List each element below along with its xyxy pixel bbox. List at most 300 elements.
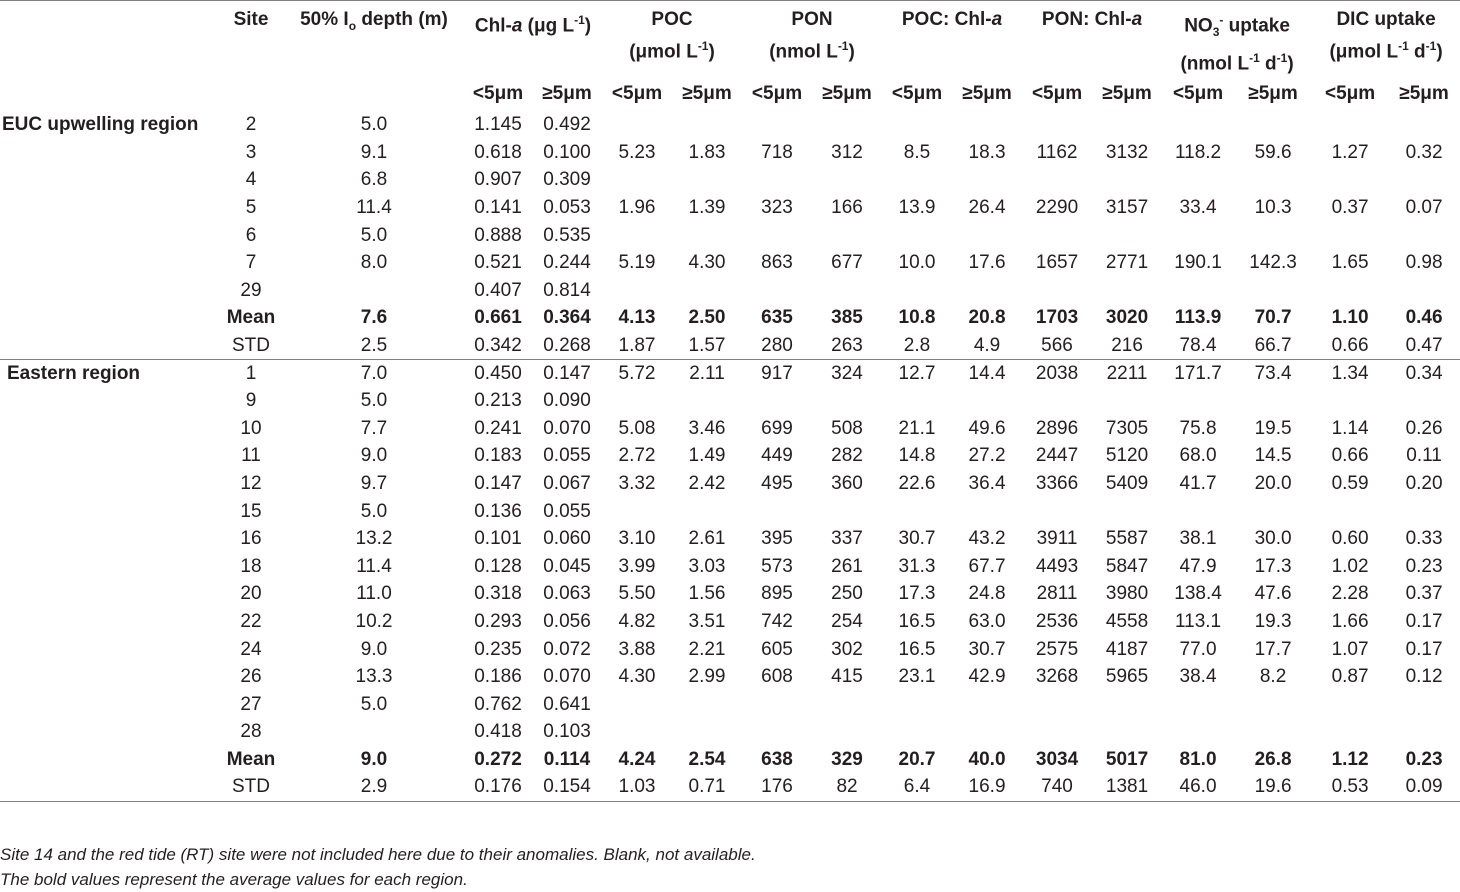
table-cell [672,719,742,747]
table-cell [602,719,672,747]
table-cell: 699 [761,417,793,439]
region-label-blank [0,194,218,222]
table-cell [812,498,882,526]
table-cell [1312,691,1388,719]
table-cell: 3132 [1105,141,1149,163]
table-cell: 1657 [1035,252,1079,274]
table-cell [882,111,952,139]
table-cell [1092,277,1162,305]
table-cell: 67.7 [968,555,1006,577]
header-poc-chla: POC: Chl-a [882,1,1022,78]
table-cell: 449 [761,445,793,467]
table-cell [1162,691,1234,719]
table-cell: 7305 [1105,417,1149,439]
table-cell [952,222,1022,250]
header-blank [0,1,218,78]
table-cell: 280 [742,332,812,360]
table-cell: 0.32 [1405,141,1443,163]
table-cell [742,387,812,415]
header-poc-large: ≥5μm [682,83,732,105]
table-cell: 5409 [1105,472,1149,494]
table-cell: 14.4 [968,362,1006,384]
table-cell: 0.98 [1405,252,1443,274]
table-cell: 0.641 [543,693,591,715]
table-cell: 30.7 [898,528,936,550]
table-cell: 4493 [1035,555,1079,577]
table-cell: 75.8 [1179,417,1217,439]
region-label-blank [0,470,218,498]
header-site: Site [218,1,284,78]
table-cell [1312,222,1388,250]
table-cell: 0.66 [1331,445,1369,467]
table-cell [952,277,1022,305]
table-cell: 0.09 [1388,774,1460,802]
table-cell: 0.47 [1388,332,1460,360]
table-cell [882,222,952,250]
table-cell: 3.32 [618,472,656,494]
table-cell: 0.888 [474,224,522,246]
table-cell: 0.070 [543,417,591,439]
table-cell: 24.8 [968,583,1006,605]
table-cell: 3.88 [618,638,656,660]
header-dic-large: ≥5μm [1399,83,1449,105]
table-cell: 18 [240,555,262,577]
table-cell: 302 [831,638,863,660]
table-cell: 5847 [1105,555,1149,577]
region-label-blank [0,305,218,333]
table-cell: 4 [245,169,257,191]
table-cell: 0.272 [474,748,522,770]
table-footnotes [0,842,756,892]
table-cell: 0.12 [1405,666,1443,688]
table-cell: 0.762 [474,693,522,715]
table-cell [1312,387,1388,415]
table-cell: 2290 [1035,197,1079,219]
table-cell [1022,222,1092,250]
table-cell: 113.1 [1174,610,1222,632]
table-cell: 42.9 [968,666,1006,688]
table-cell: 5.0 [360,693,388,715]
table-cell [672,691,742,719]
table-cell: 0.183 [474,445,522,467]
table-cell: 46.0 [1162,774,1234,802]
table-cell [742,498,812,526]
table-cell: 0.128 [474,555,522,577]
table-cell: 1.02 [1331,555,1369,577]
table-cell: 3.99 [618,555,656,577]
table-cell: 573 [761,555,793,577]
table-cell: 2575 [1035,638,1079,660]
table-cell: 4.24 [618,748,656,770]
table-cell: 30.7 [968,638,1006,660]
table-cell [1092,222,1162,250]
table-cell: 9.0 [360,445,388,467]
table-cell: 324 [831,362,863,384]
table-cell: 16.5 [898,610,936,632]
header-pon-chla-large: ≥5μm [1102,83,1152,105]
table-cell [882,691,952,719]
table-cell: 16 [240,528,262,550]
table-cell: 1.10 [1331,307,1369,329]
table-cell: 0.318 [474,583,522,605]
mean-row [0,746,1460,774]
table-cell [742,167,812,195]
table-cell: 0.66 [1312,332,1388,360]
table-cell: 47.9 [1179,555,1217,577]
table-cell: 59.6 [1254,141,1292,163]
table-cell [1388,277,1460,305]
table-cell: 8.5 [903,141,931,163]
table-row [0,111,1460,139]
table-cell: 3020 [1105,307,1149,329]
table-row [0,525,1460,553]
table-cell: 0.46 [1405,307,1443,329]
table-cell: 0.055 [543,445,591,467]
table-cell: 282 [831,445,863,467]
table-cell [1234,167,1312,195]
header-pon-chla-small: <5μm [1031,83,1083,105]
table-cell: 20.8 [968,307,1006,329]
region-label-blank [0,443,218,471]
table-cell: 0.618 [474,141,522,163]
footnote-2: The bold values represent the average values for each region. [0,870,468,889]
table-cell: 1.66 [1331,610,1369,632]
region-label-blank [0,332,218,360]
table-cell: 0.186 [474,666,522,688]
region-label-blank [0,139,218,167]
table-cell: 0.268 [532,332,602,360]
table-cell: 38.4 [1179,666,1217,688]
table-cell [1162,167,1234,195]
table-cell [812,111,882,139]
table-cell: 5.23 [618,141,656,163]
table-cell [1162,277,1234,305]
table-cell [812,222,882,250]
table-row [0,415,1460,443]
table-cell: 5.08 [618,417,656,439]
table-cell [1312,498,1388,526]
table-cell: 0.045 [543,555,591,577]
table-cell: 0.71 [672,774,742,802]
table-cell [1234,719,1312,747]
table-cell [602,387,672,415]
table-cell: 1.65 [1331,252,1369,274]
header-chla-small: <5μm [472,83,524,105]
table-cell: 3 [245,141,257,163]
table-cell: 14.5 [1254,445,1292,467]
table-row [0,663,1460,691]
table-row [0,443,1460,471]
table-cell: 385 [831,307,863,329]
table-row [0,249,1460,277]
table-cell: 81.0 [1179,748,1217,770]
table-cell: 0.907 [474,169,522,191]
region-label-blank [0,249,218,277]
header-depth: 50% $I_o$ depth (m) [284,1,464,78]
table-cell: 4.30 [618,666,656,688]
table-cell: 0.535 [543,224,591,246]
table-cell: 2.28 [1331,583,1369,605]
table-cell [1388,387,1460,415]
table-cell: 4558 [1105,610,1149,632]
table-cell: 43.2 [968,528,1006,550]
table-cell [1092,498,1162,526]
region-label-blank [0,415,218,443]
table-cell [672,277,742,305]
table-cell [1022,167,1092,195]
table-cell: 0.114 [543,748,591,770]
std-row [0,774,1460,802]
table-cell [602,111,672,139]
table-cell: 5.0 [360,114,388,136]
region-label: Eastern region [7,362,141,384]
table-cell: 415 [831,666,863,688]
table-cell: 3268 [1035,666,1079,688]
table-cell: 8.0 [360,252,388,274]
table-cell: 12.7 [898,362,936,384]
table-cell: 0.418 [474,721,522,743]
region-label-blank [0,553,218,581]
table-cell: 28 [240,721,262,743]
table-cell: 1.34 [1331,362,1369,384]
table-cell: 18.3 [968,141,1006,163]
table-cell: 261 [831,555,863,577]
table-cell: 13.2 [355,528,393,550]
table-cell: 2.11 [689,362,725,384]
table-cell: 0.53 [1312,774,1388,802]
table-cell: 1.83 [688,141,726,163]
table-cell: 1.87 [602,332,672,360]
table-cell: 66.7 [1234,332,1312,360]
table-cell: STD [218,774,284,802]
table-cell: 3.51 [688,610,726,632]
table-cell: 863 [761,252,793,274]
table-cell: 1.96 [618,197,656,219]
table-cell: 5.72 [618,362,656,384]
table-cell [1162,498,1234,526]
table-cell [742,111,812,139]
table-cell [882,167,952,195]
table-cell: 0.60 [1331,528,1369,550]
table-cell: 2.42 [688,472,726,494]
table-cell: 36.4 [968,472,1006,494]
table-cell [882,498,952,526]
table-cell: 0.26 [1405,417,1443,439]
table-cell: 216 [1092,332,1162,360]
table-cell [1388,498,1460,526]
table-cell: 254 [831,610,863,632]
header-poc-chla-small: <5μm [891,83,943,105]
region-label-blank [0,581,218,609]
table-cell: 2.21 [688,638,726,660]
table-cell [1162,111,1234,139]
table-row [0,719,1460,747]
table-cell: 0.450 [474,362,522,384]
table-cell [672,498,742,526]
table-cell [952,691,1022,719]
header-no3-small: <5μm [1172,83,1224,105]
table-cell: 16.5 [898,638,936,660]
table-cell: 0.055 [543,500,591,522]
table-cell [602,222,672,250]
table-cell: 1.39 [688,197,726,219]
table-cell: 0.147 [474,472,522,494]
table-cell: 68.0 [1179,445,1217,467]
table-cell: 1.07 [1331,638,1369,660]
table-cell [1388,111,1460,139]
header-dic-small: <5μm [1324,83,1376,105]
table-cell: 0.067 [543,472,591,494]
table-cell: 605 [761,638,793,660]
table-row [0,387,1460,415]
table-cell [952,498,1022,526]
table-cell: 2.5 [284,332,464,360]
table-cell: 4.9 [952,332,1022,360]
table-cell: 20.7 [898,748,936,770]
table-row [0,222,1460,250]
table-cell: 13.9 [898,197,936,219]
table-cell: 19.6 [1234,774,1312,802]
table-cell [882,719,952,747]
table-cell: 113.9 [1174,307,1222,329]
table-cell: 22.6 [898,472,936,494]
table-cell: 5.0 [360,500,388,522]
table-cell [1234,691,1312,719]
table-cell [812,691,882,719]
header-blank [0,77,218,111]
table-cell: 9.7 [360,472,388,494]
mean-row [0,305,1460,333]
table-cell: 5 [245,197,257,219]
table-cell: 38.1 [1179,528,1217,550]
region-label-blank [0,222,218,250]
table-cell: 3366 [1035,472,1079,494]
region-label-blank [0,691,218,719]
table-cell: 2.99 [688,666,726,688]
table-cell: 312 [831,141,863,163]
table-cell [1162,387,1234,415]
table-cell: 0.37 [1331,197,1369,219]
table-cell: 5.0 [360,390,388,412]
table-cell: 13.3 [355,666,393,688]
table-cell: 1.12 [1331,748,1369,770]
table-cell: 176 [742,774,812,802]
table-cell: 3.03 [688,555,726,577]
table-body [0,111,1460,801]
table-cell: 0.309 [543,169,591,191]
table-cell [742,222,812,250]
table-cell: 0.407 [474,279,522,301]
table-cell [812,719,882,747]
table-cell: 49.6 [968,417,1006,439]
table-cell [952,167,1022,195]
table-cell [1388,691,1460,719]
table-cell: 26.8 [1254,748,1292,770]
table-cell: 11.4 [356,555,392,577]
table-cell [1162,222,1234,250]
table-cell: 20.0 [1254,472,1292,494]
table-cell: 2.72 [618,445,656,467]
table-cell: 9.1 [360,141,388,163]
table-cell: 11.0 [356,583,392,605]
table-cell [1092,719,1162,747]
table-cell: 638 [761,748,793,770]
table-cell [742,691,812,719]
table-cell: 19.3 [1254,610,1292,632]
region-label-blank [0,746,218,774]
table-cell: 1.49 [688,445,726,467]
table-cell: 27.2 [968,445,1006,467]
table-cell: 0.176 [464,774,532,802]
table-cell: 0.154 [532,774,602,802]
table-cell: 2.8 [882,332,952,360]
table-cell: 2.54 [688,748,726,770]
table-row [0,194,1460,222]
table-row [0,277,1460,305]
table-cell: 26 [240,666,262,688]
table-cell [672,111,742,139]
table-cell: 5017 [1105,748,1149,770]
region-label-blank [0,719,218,747]
table-cell: 1.57 [672,332,742,360]
table-cell: 30.0 [1254,528,1292,550]
region-label-blank [0,387,218,415]
table-cell [1022,111,1092,139]
table-cell: 0.59 [1331,472,1369,494]
table-cell: 7 [245,252,257,274]
table-cell: 0.521 [474,252,522,274]
header-chla-large: ≥5μm [542,83,592,105]
table-cell: 4.82 [618,610,656,632]
region-label-blank [0,636,218,664]
table-cell: 0.213 [474,390,522,412]
table-cell: 0.492 [543,114,591,136]
table-cell: 9 [245,390,257,412]
table-cell [602,277,672,305]
table-cell: 0.33 [1405,528,1443,550]
region-label-blank [0,663,218,691]
table-cell: 2038 [1035,362,1079,384]
header-row-titles [0,1,1460,78]
region-label-blank [0,608,218,636]
table-cell: 2.61 [688,528,726,550]
table-cell: 3034 [1035,748,1079,770]
table-cell: 3.10 [618,528,656,550]
table-cell: 3980 [1105,583,1149,605]
table-cell: 6 [245,224,257,246]
table-cell: 190.1 [1174,252,1222,274]
table-cell: 7.7 [360,417,388,439]
header-poc: POC (μmol $L^{-1}$) [602,1,742,78]
table-cell: 10.0 [898,252,936,274]
table-cell [602,167,672,195]
table-cell [1234,277,1312,305]
table-cell: 1.145 [474,114,522,136]
table-cell: 6.4 [882,774,952,802]
table-cell: 6.8 [360,169,388,191]
table-cell: 0.053 [543,197,591,219]
table-cell: 9.0 [360,638,388,660]
table-cell: 0.063 [543,583,591,605]
table-cell [1092,691,1162,719]
table-cell [1388,167,1460,195]
table-cell: 1703 [1035,307,1079,329]
table-cell [882,277,952,305]
table-cell: 9.0 [360,748,388,770]
table-cell: 718 [761,141,793,163]
table-cell: 24 [240,638,262,660]
table-cell [952,719,1022,747]
